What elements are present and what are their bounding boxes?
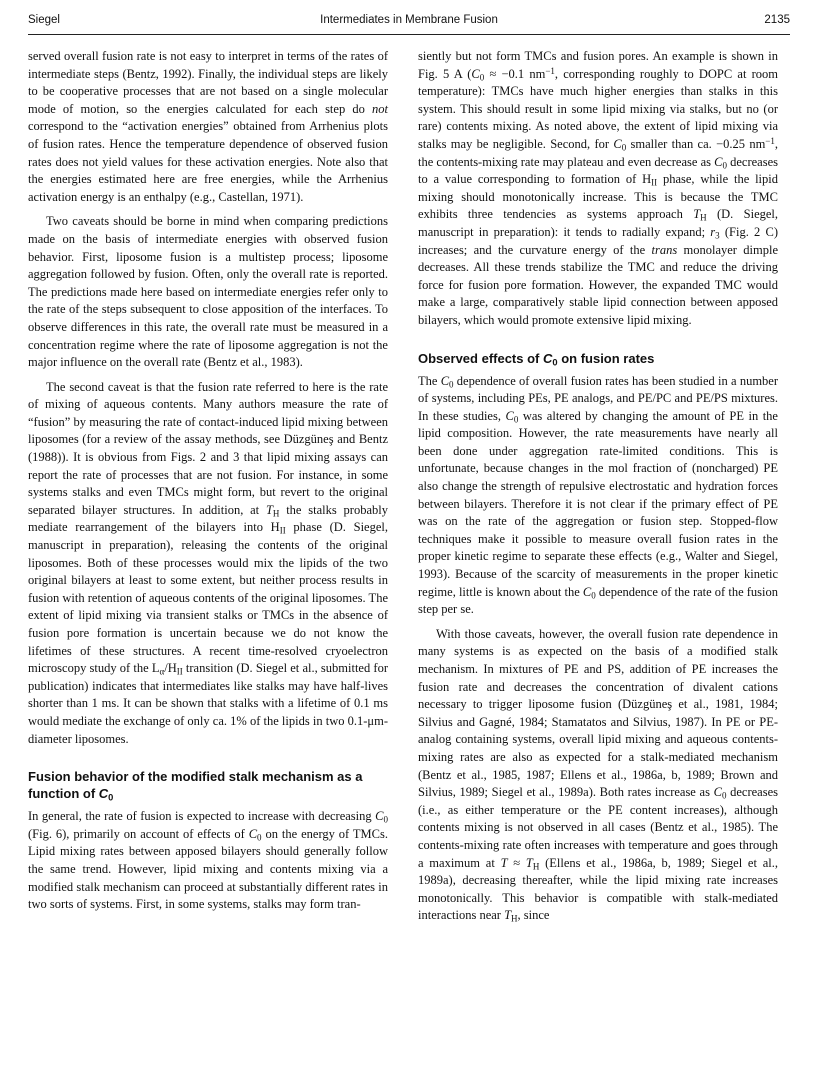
section-heading: Observed effects of $C_0$ on fusion rates bbox=[418, 350, 655, 367]
header-rule bbox=[28, 34, 790, 35]
running-header bbox=[28, 14, 790, 32]
paragraph: The second caveat is that the fusion rate referred to here is the rate of mixing of aqueous contents. Many authors measure the rate of “fusion” by measuring the rate of contact-induced lipid mixing between liposomes (for a review of the assay methods, see Düzgüneş and Bentz (1988)). It is obvious from Figs. 2 and 3 that lipid mixing assays can report the rate of processes that are not fusion. For instance, in some systems stalks and even TMCs might form, but revert to the original separated bilayer structures. In addition, at $T_H$ the stalks probably mediate rearrangement of the bilayers into $H_{II}$ phase (D. Siegel, manuscript in preparation), releasing the contents of the original liposomes. Both of these processes would mix the lipids of the two original bilayers at least to some extent, but neither process results in fusion with retention of aqueous contents of the original liposomes. The extent of lipid mixing via transient stalks or TMCs in the absence of fusion pore formation is uncertain because we do not know the lifetimes of these structures. A recent time-resolved cryoelectron microscopy study of the $L_\alpha/H_{II}$ transition (D. Siegel et al., submitted for publication) indicates that intermediates like stalks may have half-lives shorter than 1 ms. It can be shown that stalks with a lifetime of 0.1 ms would mediate the exchange of only ca. 1% of the lipids in two 0.1-μm-diameter liposomes. bbox=[28, 379, 388, 746]
paragraph: served overall fusion rate is not easy to interpret in terms of the rates of intermediate steps (Bentz, 1992). Finally, the individual steps are likely to be cooperative processes that are not based on a single molecular mode of motion, so the energies calculated for each step do not correspond to the “activation energies” obtained from Arrhenius plots of fusion rates. Hence the temperature dependence of observed fusion rates does not yield values for these activation energies. Note also that the energies estimated here are free energies, while the Arrhenius activation energy is an enthalpy (e.g., Castellan, 1971). bbox=[28, 49, 388, 204]
right-column bbox=[418, 48, 778, 925]
section-heading: Fusion behavior of the modified stalk mechanism as a function of $C_0$ bbox=[28, 769, 363, 803]
paragraph: siently but not form TMCs and fusion pores. An example is shown in Fig. 5 A ($C_0 \approx -0.1$ $nm^{-1}$, corresponding roughly to DOPC at room temperature): TMCs have much higher energies than stalks in this system. This should result in some lipid mixing via stalks, but no (or rare) contents mixing. As noted above, the extent of lipid mixing via stalks may be negligible. Second, for $C_0$ smaller than ca. −0.25 $nm^{-1}$, the contents-mixing rate may plateau and even decrease as $C_0$ decreases to a value corresponding to formation of $H_{II}$ phase, while the lipid mixing should monotonically increase. This is because the TMC exhibits three tendencies as systems approach $T_H$ (D. Siegel, manuscript in preparation): it tends to radially expand; $r_3$ (Fig. 2 C) increases; and the curvature energy of the trans monolayer dimple decreases. All these trends stabilize the TMC and reduce the driving force for fusion pore formation. However, the expanded TMC would make a large, comparatively stable lipid connection between apposed bilayers, which would promote extensive lipid mixing. bbox=[418, 49, 779, 327]
paragraph: In general, the rate of fusion is expected to increase with decreasing $C_0$ (Fig. 6), primarily on account of effects of $C_0$ on the energy of TMCs. Lipid mixing rates between apposed bilayers should generally follow the same trend. However, lipid mixing and contents mixing via a modified stalk mechanism can proceed at substantially different rates in two sorts of systems. First, in some systems, stalks may form tran- bbox=[28, 809, 388, 912]
header-title: Intermediates in Membrane Fusion bbox=[320, 14, 498, 26]
paragraph: With those caveats, however, the overall fusion rate dependence in many systems is as expected on the basis of a modified stalk mechanism. In mixtures of PE and PS, addition of PE increases the fusion rate and decreases the concentration of divalent cations necessary to trigger liposome fusion (Düzgüneş et al., 1981, 1984; Silvius and Gagné, 1984; Stamatatos and Silvius, 1987). In PE or PE-analog containing systems, overall lipid mixing and aqueous contents-mixing rates are also as expected for a stalk-mediated mechanism (Bentz et al., 1985, 1987; Ellens et al., 1986a, b, 1989; Brown and Silvius, 1989; Siegel et al., 1989a). Both rates increase as $C_0$ decreases (i.e., as either temperature or the PE content increases), although contents mixing is not observed in all cases (Bentz et al., 1985). The contents-mixing rate often increases with temperature and goes through a maximum at $T \approx T_H$ (Ellens et al., 1986a, b, 1989; Siegel et al., 1989a), decreasing thereafter, while the lipid mixing rate increases monotonically. This behavior is compatible with stalk-mediated interactions near $T_H$, since bbox=[418, 626, 778, 924]
page-number: 2135 bbox=[764, 14, 790, 26]
paragraph: The $C_0$ dependence of overall fusion rates has been studied in a number of systems, including PEs, PE analogs, and PE/PC and PE/PS mixtures. In these studies, $C_0$ was altered by changing the amount of PE in the lipid composition. However, the rate measurements have nearly all been done under aggregation rate-limited conditions. This is unfortunate, because changes in the mol fraction of (noncharged) PE also change the strength of repulsive electrostatic and hydration forces between bilayers. Therefore it is not clear if the primary effect of PE was on the rate of the aggregation or fusion step. Stopped-flow techniques make it possible to measure overall fusion rates in the proper kinetic regime to separate these effects (e.g., Walter and Siegel, 1993). Because of the scarcity of measurements in the proper kinetic regime, little is known about the $C_0$ dependence of the rate of the fusion step per se. bbox=[418, 373, 778, 617]
left-column bbox=[28, 48, 388, 914]
header-author: Siegel bbox=[28, 14, 60, 26]
paragraph: Two caveats should be borne in mind when comparing predictions made on the basis of intermediate energies with observed fusion behavior. First, liposome fusion is a multistep process; liposome aggregation followed by fusion. Often, only the overall rate is reported. The predictions made here based on intermediate energies refer only to the rate of the steps subsequent to close apposition of the interfaces. To observe differences in this rate, the overall rate must be measured in a concentration regime where the rate of liposome aggregation is not the major influence on the overall rate (Bentz et al., 1983). bbox=[28, 214, 388, 370]
